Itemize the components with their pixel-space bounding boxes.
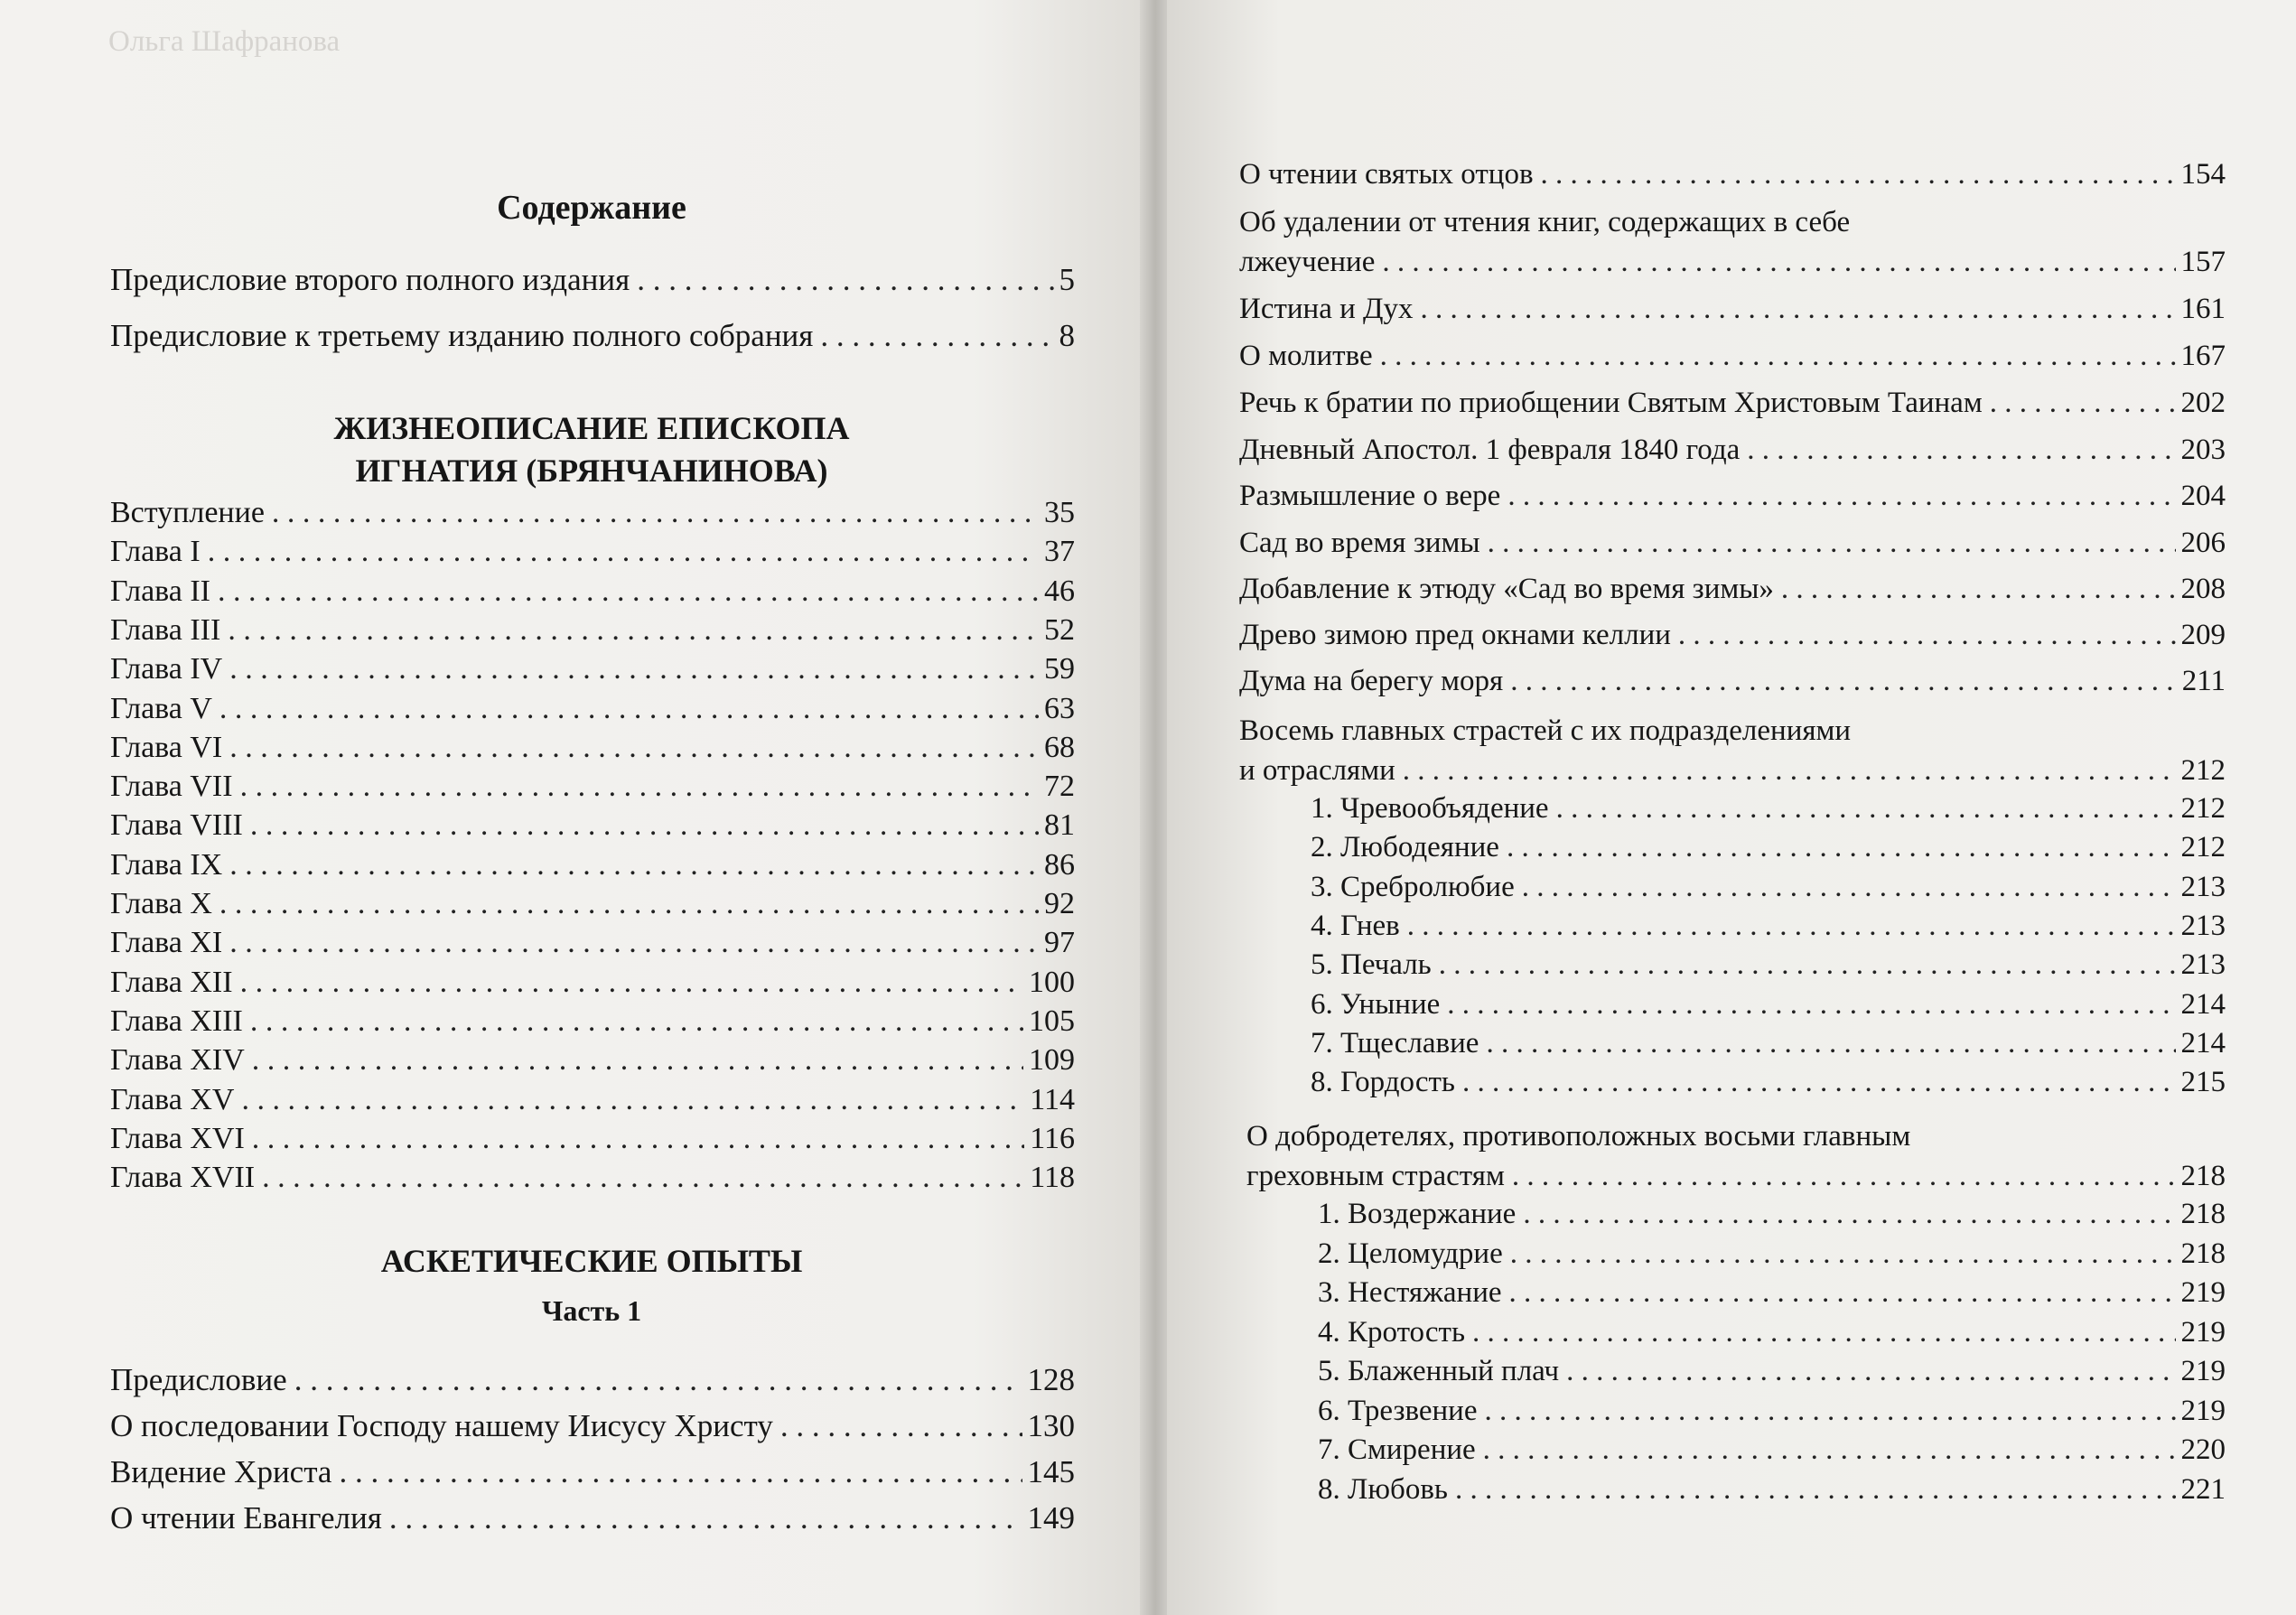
- right-entry-leader-dots: [1500, 480, 2175, 513]
- passion-entry-leader-dots: [1515, 871, 2176, 904]
- virtue-entry-page-number: 218: [2180, 1237, 2226, 1270]
- passion-entry-leader-dots: [1440, 988, 2175, 1022]
- bio-entry-title: Глава VI: [110, 730, 223, 764]
- right-entry-page-number: 161: [2180, 293, 2226, 325]
- passion-entry-leader-dots: [1479, 1027, 2175, 1060]
- right-entry-title: Дневный Апостол. 1 февраля 1840 года: [1239, 434, 1741, 466]
- ascetic-entry: [110, 1362, 1075, 1398]
- right-entry-page-number: 212: [2180, 754, 2226, 787]
- virtue-entry-page-number: 219: [2180, 1355, 2226, 1387]
- bio-entry-page-number: 46: [1044, 574, 1075, 608]
- bio-entry-page-number: 86: [1044, 847, 1075, 882]
- passion-entry-page-number: 212: [2180, 831, 2226, 864]
- bio-entry-leader-dots: [222, 652, 1039, 686]
- bio-entry: [110, 652, 1075, 686]
- bio-entry-page-number: 68: [1044, 730, 1075, 764]
- right-entry-title: Размышление о вере: [1239, 480, 1501, 512]
- bio-entry-title: Глава III: [110, 612, 221, 647]
- virtue-entry-leader-dots: [1516, 1198, 2175, 1231]
- bio-entry-page-number: 114: [1030, 1082, 1075, 1116]
- running-header: Ольга Шафранова: [108, 25, 341, 58]
- right-entry-leader-dots: [1983, 387, 2176, 420]
- virtues-heading-title-line1: О добродетелях, противоположных восьми главным: [1246, 1120, 1911, 1153]
- bio-entry-title: Глава XII: [110, 965, 233, 999]
- right-entry-leader-dots: [1503, 665, 2177, 698]
- passion-entry-leader-dots: [1455, 1066, 2176, 1099]
- bio-entry-title: Глава XV: [110, 1082, 235, 1116]
- bio-entry-title: Глава I: [110, 535, 201, 569]
- passion-entry: [1311, 871, 2226, 904]
- virtue-entry-leader-dots: [1502, 1276, 2176, 1310]
- right-entry-page-number: 167: [2180, 340, 2226, 372]
- bio-entry-leader-dots: [243, 808, 1039, 843]
- right-entry-title: О молитве: [1239, 340, 1373, 372]
- ascetic-entry-title: О последовании Господу нашему Иисусу Христу: [110, 1408, 773, 1443]
- passion-entry-title: 3. Сребролюбие: [1311, 870, 1515, 903]
- right-entry-title: Древо зимою пред окнами келлии: [1239, 619, 1671, 651]
- bio-entry-title: Глава XVII: [110, 1161, 256, 1195]
- virtue-entry-leader-dots: [1448, 1473, 2176, 1507]
- right-entry: [1239, 434, 2226, 467]
- right-entry-page-number: 208: [2180, 573, 2226, 605]
- virtue-entry: [1318, 1473, 2226, 1507]
- intro-entry-title: Предисловие к третьему изданию полного собрания: [110, 318, 814, 353]
- right-entry-page-number: 209: [2180, 619, 2226, 651]
- right-entry: [1239, 387, 2226, 420]
- ascetic-entry-title: Предисловие: [110, 1362, 287, 1397]
- virtue-entry-page-number: 219: [2180, 1394, 2226, 1427]
- bio-entry-leader-dots: [222, 731, 1039, 765]
- right-entry-leader-dots: [1414, 293, 2176, 326]
- right-entry-leader-dots: [1375, 246, 2175, 279]
- left-page: [0, 0, 1145, 1615]
- right-entry-title: Истина и Дух: [1239, 293, 1414, 325]
- virtue-entry-title: 1. Воздержание: [1318, 1198, 1517, 1230]
- right-entry: [1239, 527, 2226, 560]
- bio-entry-title: Глава XI: [110, 926, 223, 960]
- virtue-entry-page-number: 218: [2180, 1198, 2226, 1230]
- bio-entry: [110, 1083, 1075, 1117]
- passion-entry-page-number: 214: [2180, 1026, 2226, 1060]
- ascetic-entry: [110, 1500, 1075, 1536]
- bio-entry-leader-dots: [245, 1122, 1024, 1156]
- bio-entry-page-number: 81: [1044, 808, 1075, 843]
- bio-entry-page-number: 109: [1029, 1043, 1075, 1078]
- ascetic-entry-leader-dots: [331, 1454, 1022, 1490]
- bio-entry-title: Глава XIV: [110, 1043, 245, 1078]
- right-entry: [1239, 665, 2226, 698]
- passion-entry-page-number: 212: [2180, 792, 2226, 825]
- virtue-entry-page-number: 219: [2180, 1276, 2226, 1309]
- bio-entry-page-number: 92: [1044, 887, 1075, 920]
- right-entry-title: О чтении святых отцов: [1239, 158, 1534, 191]
- right-entry-title-line1: Об удалении от чтения книг, содержащих в себе: [1239, 206, 1851, 238]
- contents-title: Содержание: [497, 189, 686, 227]
- right-entry: [1239, 754, 2226, 788]
- intro-entry-page-number: 8: [1059, 318, 1075, 353]
- virtue-entry-title: 8. Любовь: [1318, 1472, 1448, 1506]
- right-entry-title: лжеучение: [1239, 246, 1376, 278]
- bio-entry-page-number: 37: [1044, 535, 1075, 569]
- right-entry-leader-dots: [1671, 619, 2176, 652]
- bio-entry-page-number: 97: [1044, 926, 1075, 960]
- right-entry-page-number: 211: [2181, 665, 2226, 697]
- right-entry-page-number: 202: [2180, 387, 2226, 419]
- virtue-entry-page-number: 220: [2180, 1433, 2226, 1466]
- ascetic-entry-title: Видение Христа: [110, 1454, 332, 1489]
- right-entry-leader-dots: [1373, 340, 2176, 373]
- bio-entry-title: Вступление: [110, 496, 265, 529]
- bio-entry-title: Глава XIII: [110, 1004, 243, 1038]
- bio-entry: [110, 1004, 1075, 1039]
- virtue-entry-title: 6. Трезвение: [1318, 1394, 1478, 1427]
- right-entry: [1239, 158, 2226, 191]
- right-entry: [1239, 619, 2226, 652]
- bio-entry-title: Глава IV: [110, 652, 223, 686]
- passion-entry: [1311, 948, 2226, 982]
- bio-entry: [110, 574, 1075, 609]
- right-entry: [1239, 293, 2226, 326]
- bio-entry-leader-dots: [233, 770, 1039, 804]
- virtue-entry-title: 3. Нестяжание: [1318, 1276, 1502, 1309]
- bio-heading-line2: ИГНАТИЯ (БРЯНЧАНИНОВА): [355, 453, 828, 489]
- right-entry-leader-dots: [1534, 158, 2176, 191]
- virtue-entry: [1318, 1198, 2226, 1231]
- ascetic-entry-page-number: 128: [1027, 1362, 1075, 1397]
- bio-entry-leader-dots: [201, 535, 1039, 569]
- passion-entry: [1311, 910, 2226, 943]
- passion-entry: [1311, 792, 2226, 826]
- bio-entry: [110, 496, 1075, 530]
- passion-entry-leader-dots: [1432, 948, 2176, 982]
- ascetic-entry-leader-dots: [382, 1500, 1022, 1536]
- bio-entry-page-number: 118: [1030, 1161, 1075, 1195]
- bio-entry-page-number: 52: [1044, 612, 1075, 647]
- right-entry-title: и отраслями: [1239, 754, 1395, 787]
- bio-entry-title: Глава XVI: [110, 1121, 245, 1155]
- ascetic-entry-leader-dots: [773, 1408, 1022, 1444]
- virtue-entry: [1318, 1276, 2226, 1310]
- virtue-entry-title: 5. Блаженный плач: [1318, 1355, 1560, 1387]
- right-entry: [1239, 246, 2226, 279]
- bio-entry-title: Глава IX: [110, 847, 223, 882]
- bio-entry: [110, 1161, 1075, 1195]
- bio-entry: [110, 808, 1075, 843]
- bio-entry-title: Глава II: [110, 574, 210, 608]
- passion-entry-leader-dots: [1499, 831, 2176, 864]
- passion-entry-page-number: 213: [2180, 870, 2226, 903]
- bio-entry: [110, 613, 1075, 648]
- virtue-entry: [1318, 1355, 2226, 1388]
- passion-entry-page-number: 213: [2180, 948, 2226, 982]
- intro-entry: [110, 262, 1075, 298]
- passion-entry-leader-dots: [1400, 910, 2176, 943]
- virtue-entry-page-number: 219: [2180, 1315, 2226, 1349]
- intro-entry-page-number: 5: [1059, 262, 1075, 297]
- passion-entry: [1311, 1066, 2226, 1099]
- bio-entry-title: Глава X: [110, 887, 212, 920]
- passion-entry-title: 5. Печаль: [1311, 948, 1432, 982]
- bio-entry: [110, 731, 1075, 765]
- virtue-entry-title: 7. Смирение: [1318, 1433, 1476, 1466]
- right-entry-leader-dots: [1395, 754, 2176, 788]
- bio-entry-leader-dots: [265, 496, 1039, 530]
- right-entry: [1239, 480, 2226, 513]
- right-entry-leader-dots: [1774, 573, 2176, 606]
- bio-entry: [110, 1043, 1075, 1078]
- virtues-heading: [1246, 1160, 2226, 1193]
- passion-entry-page-number: 214: [2180, 987, 2226, 1021]
- virtue-entry-leader-dots: [1559, 1355, 2175, 1388]
- bio-entry-page-number: 100: [1029, 965, 1075, 999]
- passion-entry-title: 1. Чревообъядение: [1311, 792, 1549, 825]
- bio-entry-page-number: 63: [1044, 691, 1075, 725]
- virtue-entry-leader-dots: [1478, 1395, 2176, 1428]
- bio-entry-leader-dots: [212, 692, 1039, 726]
- bio-entry-leader-dots: [234, 1083, 1024, 1117]
- book-gutter: [1140, 0, 1171, 1615]
- right-entry-title: Добавление к этюду «Сад во время зимы»: [1239, 573, 1774, 605]
- ascetic-entry-page-number: 149: [1027, 1500, 1075, 1536]
- right-entry-leader-dots: [1740, 434, 2175, 467]
- ascetic-entry-page-number: 130: [1027, 1408, 1075, 1443]
- virtue-entry-title: 2. Целомудрие: [1318, 1237, 1503, 1270]
- right-entry-page-number: 206: [2180, 527, 2226, 559]
- bio-entry: [110, 887, 1075, 921]
- bio-entry-leader-dots: [233, 966, 1023, 1000]
- right-page: [1167, 0, 2296, 1615]
- bio-entry-title: Глава V: [110, 691, 212, 725]
- bio-entry-page-number: 72: [1044, 770, 1075, 804]
- right-entry: [1239, 340, 2226, 373]
- bio-entry-leader-dots: [220, 613, 1039, 648]
- passion-entry-title: 6. Уныние: [1311, 987, 1441, 1021]
- bio-entry-leader-dots: [212, 887, 1039, 921]
- passion-entry-title: 4. Гнев: [1311, 909, 1400, 942]
- bio-entry: [110, 692, 1075, 726]
- passion-entry: [1311, 831, 2226, 864]
- ascetic-subheading: Часть 1: [541, 1294, 642, 1327]
- bio-entry: [110, 535, 1075, 569]
- right-entry: [1239, 573, 2226, 606]
- bio-entry-leader-dots: [222, 848, 1039, 882]
- bio-entry-page-number: 35: [1044, 496, 1075, 529]
- right-entry-title: Речь к братии по приобщении Святым Христовым Таинам: [1239, 387, 1983, 419]
- right-entry-page-number: 204: [2180, 480, 2226, 512]
- ascetic-entry-title: О чтении Евангелия: [110, 1500, 382, 1536]
- virtues-heading-title: греховным страстям: [1246, 1160, 1505, 1192]
- bio-entry: [110, 1122, 1075, 1156]
- intro-entry-title: Предисловие второго полного издания: [110, 262, 630, 297]
- bio-entry-title: Глава VIII: [110, 808, 243, 843]
- virtue-entry: [1318, 1237, 2226, 1271]
- bio-entry: [110, 966, 1075, 1000]
- passion-entry-title: 7. Тщеславие: [1311, 1026, 1479, 1060]
- bio-entry-leader-dots: [245, 1043, 1023, 1078]
- passion-entry-title: 2. Любодеяние: [1311, 831, 1499, 864]
- right-entry-leader-dots: [1480, 527, 2176, 560]
- virtues-heading-page-number: 218: [2180, 1160, 2226, 1192]
- intro-entry-leader-dots: [630, 262, 1053, 298]
- bio-entry-page-number: 105: [1029, 1004, 1075, 1038]
- passion-entry-leader-dots: [1549, 792, 2176, 826]
- intro-entry-leader-dots: [813, 318, 1053, 354]
- right-entry-page-number: 154: [2180, 158, 2226, 191]
- virtue-entry-title: 4. Кротость: [1318, 1315, 1466, 1349]
- virtue-entry: [1318, 1433, 2226, 1467]
- bio-entry-page-number: 116: [1030, 1121, 1075, 1155]
- bio-heading-line1: ЖИЗНЕОПИСАНИЕ ЕПИСКОПА: [333, 410, 850, 446]
- bio-entry-title: Глава VII: [110, 770, 233, 804]
- right-entry-title-line1: Восемь главных страстей с их подразделениями: [1239, 714, 1852, 747]
- bio-entry-leader-dots: [222, 926, 1039, 960]
- virtue-entry: [1318, 1395, 2226, 1428]
- passion-entry: [1311, 1027, 2226, 1060]
- right-entry-page-number: 203: [2180, 434, 2226, 466]
- bio-entry-leader-dots: [210, 574, 1039, 609]
- ascetic-entry: [110, 1408, 1075, 1444]
- virtue-entry-leader-dots: [1465, 1316, 2175, 1349]
- virtue-entry-leader-dots: [1503, 1237, 2176, 1271]
- ascetic-heading: АСКЕТИЧЕСКИЕ ОПЫТЫ: [380, 1243, 803, 1279]
- passion-entry-page-number: 213: [2180, 909, 2226, 942]
- bio-entry-page-number: 59: [1044, 652, 1075, 686]
- right-entry-page-number: 157: [2180, 246, 2226, 278]
- bio-entry-leader-dots: [255, 1161, 1024, 1195]
- passion-entry: [1311, 988, 2226, 1022]
- ascetic-entry-leader-dots: [287, 1362, 1022, 1398]
- virtue-entry-leader-dots: [1476, 1433, 2176, 1467]
- right-entry-title: Дума на берегу моря: [1239, 665, 1504, 697]
- bio-entry: [110, 848, 1075, 882]
- virtue-entry-page-number: 221: [2180, 1472, 2226, 1506]
- virtue-entry: [1318, 1316, 2226, 1349]
- ascetic-entry-page-number: 145: [1027, 1454, 1075, 1489]
- bio-entry: [110, 926, 1075, 960]
- bio-entry-leader-dots: [243, 1004, 1023, 1039]
- virtues-heading-leader-dots: [1505, 1160, 2176, 1193]
- bio-entry: [110, 770, 1075, 804]
- passion-entry-title: 8. Гордость: [1311, 1066, 1455, 1099]
- passion-entry-page-number: 215: [2180, 1066, 2226, 1099]
- intro-entry: [110, 318, 1075, 354]
- ascetic-entry: [110, 1454, 1075, 1490]
- right-entry-title: Сад во время зимы: [1239, 527, 1480, 559]
